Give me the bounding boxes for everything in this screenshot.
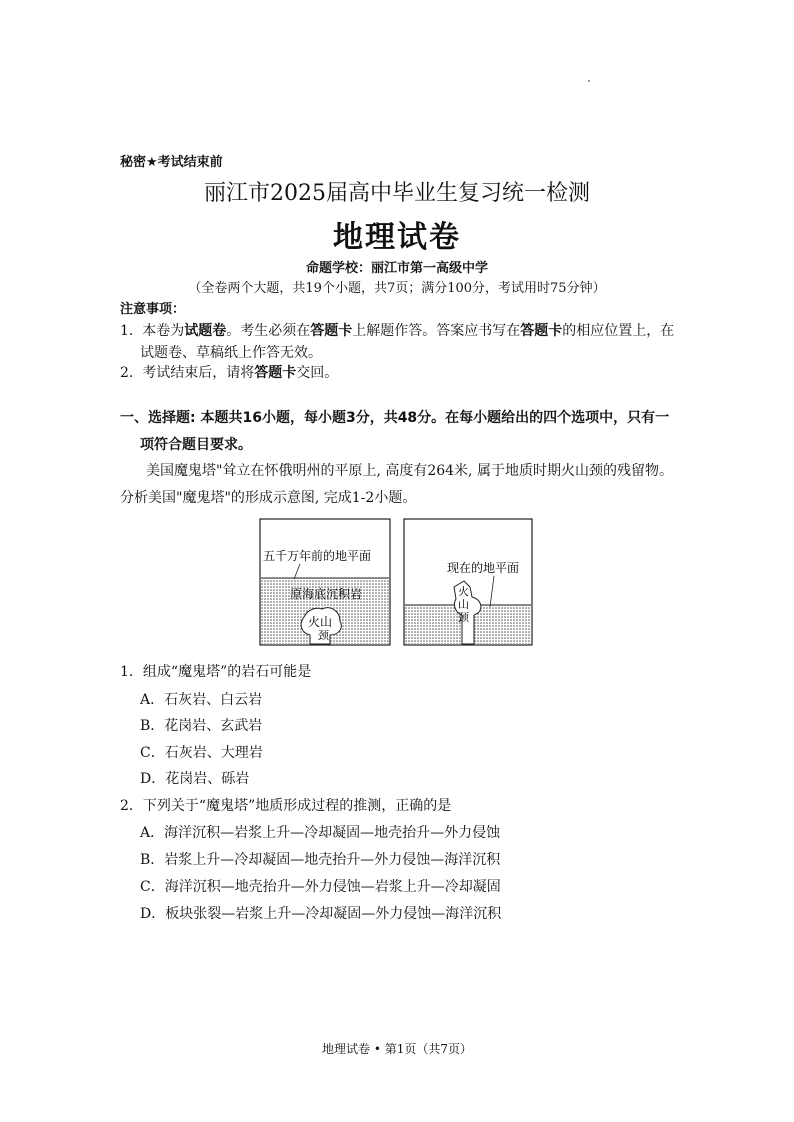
question-1-option-d[interactable]: D．花岗岩、砾岩 [140,771,250,787]
right-neck-label-3: 颈 [458,611,469,624]
notice-item-2: 2. 考试结束后，请将答题卡交回。 [120,365,339,381]
section-heading-cont: 项符合题目要求。 [140,437,252,453]
subject-title: 地理试卷 [333,220,461,255]
question-1-option-b[interactable]: B．花岗岩、玄武岩 [140,718,263,734]
devils-tower-diagram [258,517,534,647]
question-1-option-a[interactable]: A．石灰岩、白云岩 [140,692,263,708]
exam-scope: （全卷两个大题，共19个小题，共7页；满分100分，考试用时75分钟） [188,281,606,296]
exam-title: 丽江市2025届高中毕业生复习统一检测 [204,181,590,206]
right-neck-label-2: 山 [458,598,469,611]
question-1-option-c[interactable]: C．石灰岩、大理岩 [140,745,263,761]
setter-school: 命题学校：丽江市第一高级中学 [305,261,488,276]
confidential-note: 秘密★考试结束前 [120,155,223,170]
past-ground-label: 五千万年前的地平面 [263,549,372,563]
question-2-option-a[interactable]: A．海洋沉积—岩浆上升—冷却凝固—地壳抬升—外力侵蚀 [140,825,501,841]
past-ground-panel [260,519,390,645]
left-neck-label-2: 颈 [318,629,329,642]
question-2-stem: 2．下列关于“魔鬼塔”地质形成过程的推测，正确的是 [120,798,452,814]
question-2-option-c[interactable]: C．海洋沉积—地壳抬升—外力侵蚀—岩浆上升—冷却凝固 [140,879,501,895]
page-footer: 地理试卷 • 第1页（共7页） [322,1042,472,1056]
question-2-option-b[interactable]: B．岩浆上升—冷却凝固—地壳抬升—外力侵蚀—海洋沉积 [140,852,501,868]
right-neck-label-1: 火 [458,585,469,598]
scan-speck [588,80,590,82]
question-2-option-d[interactable]: D．板块张裂—岩浆上升—冷却凝固—外力侵蚀—海洋沉积 [140,906,502,922]
present-ground-label: 现在的地平面 [447,561,520,575]
passage-line-1: 美国魔鬼塔"耸立在怀俄明州的平原上, 高度有264米, 属于地质时期火山颈的残留物。 [146,463,673,479]
passage-line-2: 分析美国"魔鬼塔"的形成示意图, 完成1-2小题。 [120,490,417,506]
seafloor-rock-label: 原海底沉积岩 [290,587,363,601]
question-1-stem: 1．组成“魔鬼塔”的岩石可能是 [120,664,312,680]
notice-item-1-cont: 试题卷、草稿纸上作答无效。 [140,345,322,361]
present-ground-panel [404,519,532,645]
left-neck-label-1: 火山 [308,615,333,629]
notice-item-1: 1. 本卷为试题卷。考生必须在答题卡上解题作答。答案应书写在答题卡的相应位置上，在 [120,323,675,339]
notice-heading: 注意事项： [120,302,186,317]
section-heading: 一、选择题: 本题共16小题，每小题3分，共48分。在每小题给出的四个选项中，只有一 [120,410,670,426]
